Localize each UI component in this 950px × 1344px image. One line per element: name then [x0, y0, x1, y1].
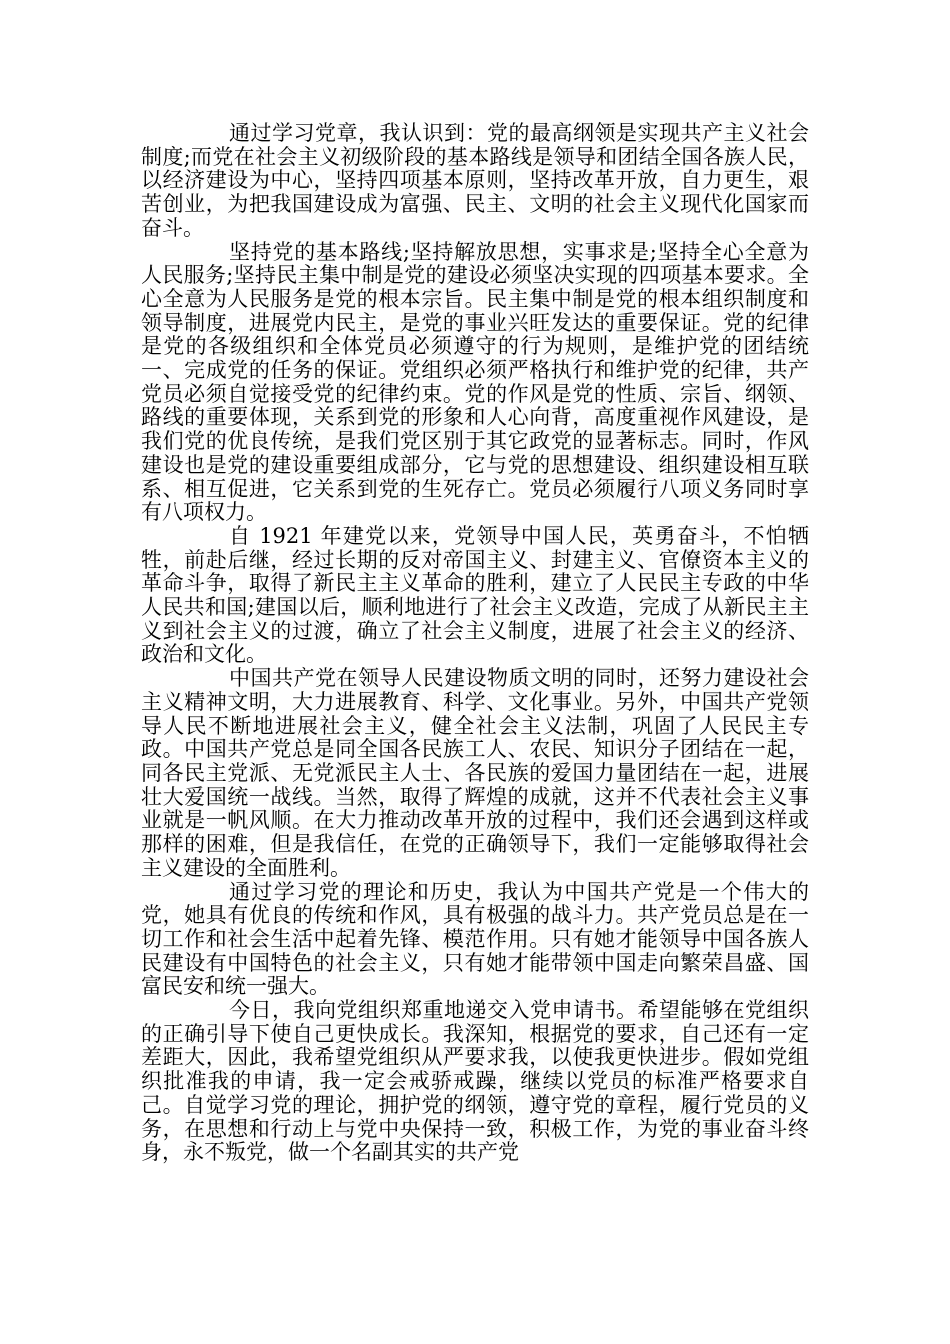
paragraph-5: 通过学习党的理论和历史，我认为中国共产党是一个伟大的党，她具有优良的传统和作风，具有极强的战斗力。共产党员总是在一切工作和社会生活中起着先锋、模范作用。只有她才能领导中国各族人民建设有中国特色的社会主义，只有她才能带领中国走向繁荣昌盛、国富民安和统一强大。 [141, 879, 809, 999]
paragraph-4: 中国共产党在领导人民建设物质文明的同时，还努力建设社会主义精神文明，大力进展教育、科学、文化事业。另外，中国共产党领导人民不断地进展社会主义，健全社会主义法制，巩固了人民民主专政。中国共产党总是同全国各民族工人、农民、知识分子团结在一起，同各民主党派、无党派民主人士、各民族的爱国力量团结在一起，进展壮大爱国统一战线。当然，取得了辉煌的成就，这并不代表社会主义事业就是一帆风顺。在大力推动改革开放的过程中，我们还会遇到这样或那样的困难，但是我信任，在党的正确领导下，我们一定能够取得社会主义建设的全面胜利。 [141, 666, 809, 880]
paragraph-1: 通过学习党章，我认识到：党的最高纲领是实现共产主义社会制度;而党在社会主义初级阶段的基本路线是领导和团结全国各族人民，以经济建设为中心，坚持四项基本原则，坚持改革开放，自力更生，艰苦创业，为把我国建设成为富强、民主、文明的社会主义现代化国家而奋斗。 [141, 121, 809, 240]
document-body [141, 122, 809, 1165]
paragraph-3: 自 1921 年建党以来，党领导中国人民，英勇奋斗，不怕牺牲，前赴后继，经过长期的反对帝国主义、封建主义、官僚资本主义的革命斗争，取得了新民主主义革命的胜利，建立了人民民主专政的中华人民共和国;建国以后，顺利地进行了社会主义改造，完成了从新民主主义到社会主义的过渡，确立了社会主义制度，进展了社会主义的经济、政治和文化。 [141, 523, 809, 667]
paragraph-2: 坚持党的基本路线;坚持解放思想，实事求是;坚持全心全意为人民服务;坚持民主集中制是党的建设必须坚决实现的四项基本要求。全心全意为人民服务是党的根本宗旨。民主集中制是党的根本组织制度和领导制度，进展党内民主，是党的事业兴旺发达的重要保证。党的纪律是党的各级组织和全体党员必须遵守的行为规则，是维护党的团结统一、完成党的任务的保证。党组织必须严格执行和维护党的纪律，共产党员必须自觉接受党的纪律约束。党的作风是党的性质、宗旨、纲领、路线的重要体现，关系到党的形象和人心向背，高度重视作风建设，是我们党的优良传统，是我们党区别于其它政党的显著标志。同时，作风建设也是党的建设重要组成部分，它与党的思想建设、组织建设相互联系、相互促进，它关系到党的生死存亡。党员必须履行八项义务同时享有八项权力。 [141, 239, 809, 525]
paragraph-6: 今日，我向党组织郑重地递交入党申请书。希望能够在党组织的正确引导下使自己更快成长。我深知，根据党的要求，自己还有一定差距大，因此，我希望党组织从严要求我，以使我更快进步。假如党组织批准我的申请，我一定会戒骄戒躁，继续以党员的标准严格要求自己。自觉学习党的理论，拥护党的纲领，遵守党的章程，履行党员的义务，在思想和行动上与党中央保持一致，积极工作，为党的事业奋斗终身，永不叛党，做一个名副其实的共产党 [141, 998, 809, 1165]
